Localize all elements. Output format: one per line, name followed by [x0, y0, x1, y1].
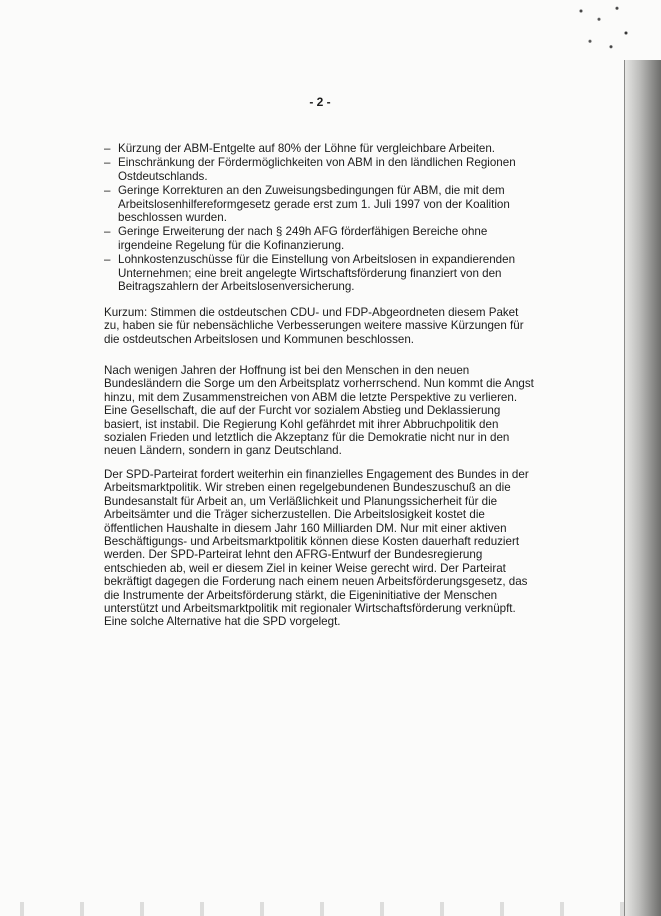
list-item: – Geringe Erweiterung der nach § 249h AFG förderfähigen Bereiche ohne irgendeine Regelung für die Kofinanzierung.: [104, 225, 488, 252]
bullet-dash: –: [104, 225, 111, 239]
list-item: – Geringe Korrekturen an den Zuweisungsbedingungen für ABM, die mit dem Arbeitslosenhilfereformgesetz gerade erst zum 1. Juli 1997 von der Koalition beschlossen wurden.: [104, 184, 510, 225]
page-number: - 2 -: [309, 95, 331, 109]
list-item: – Kürzung der ABM-Entgelte auf 80% der Löhne für vergleichbare Arbeiten.: [104, 142, 496, 155]
paragraph-hoffnung: Nach wenigen Jahren der Hoffnung ist bei den Menschen in den neuen Bundesländern die Sorge um den Arbeitsplatz vorherrschend. Nun kommt die Angst hinzu, mit dem Zusammenstreichen von ABM die letzte Perspektive zu verlieren. Eine Gesellschaft, die auf der Furcht vor sozialem Abstieg und Deklassierung basiert, ist instabil. Die Regierung Kohl gefährdet mit ihrer Abbruchpolitik den sozialen Frieden und letztlich die Akzeptanz für die Demokratie nicht nur in den neuen Ländern, sondern in ganz Deutschland.: [104, 364, 534, 458]
bullet-dash: –: [104, 142, 111, 155]
bullet-list: [104, 142, 534, 293]
bullet-dash: –: [104, 156, 111, 170]
paragraph-parteirat: Der SPD-Parteirat fordert weiterhin ein finanzielles Engagement des Bundes in der Arbeitsmarktpolitik. Wir streben einen regelgebundenen Bundeszuschuß an die Bundesanstalt für Arbeit an, um Verläßlichkeit und Planungssicherheit für die Arbeitsämter und die Träger sicherzustellen. Die Arbeitslosigkeit kostet die öffentlichen Haushalte in diesem Jahr 160 Milliarden DM. Nur mit einer aktiven Beschäftigungs- und Arbeitsmarktpolitik können diese Kosten dauerhaft reduziert werden. Der SPD-Parteirat lehnt den AFRG-Entwurf der Bundesregierung entschieden ab, weil er diesem Ziel in keiner Weise gerecht wird. Der Parteirat bekräftigt dagegen die Forderung nach einem neuen Arbeitsförderungsgesetz, das die Instrumente der Arbeitsförderung stärkt, die Eigeninitiative der Menschen unterstützt und Arbeitsmarktpolitik mit regionaler Wirtschaftsförderung verknüpft. Eine solche Alternative hat die SPD vorgelegt.: [104, 468, 529, 629]
bullet-dash: –: [104, 253, 111, 267]
paragraph-kurzum: Kurzum: Stimmen die ostdeutschen CDU- und FDP-Abgeordneten diesem Paket zu, haben sie für nebensächliche Verbesserungen weitere massive Kürzungen für die ostdeutschen Arbeitslosen und Kommunen beschlossen.: [104, 306, 524, 346]
list-item: – Einschränkung der Fördermöglichkeiten von ABM in den ländlichen Regionen Ostdeutschlands.: [104, 156, 516, 183]
scan-noise: [0, 902, 661, 916]
bullet-dash: –: [104, 184, 111, 198]
list-item: – Lohnkostenzuschüsse für die Einstellung von Arbeitslosen in expandierenden Unternehmen; eine breit angelegte Wirtschaftsförderung finanziert von den Beitragszahlern der Arbeitslosenversicherung.: [104, 253, 516, 294]
scan-speckle: [575, 0, 635, 55]
page-edge-shadow: [625, 60, 661, 916]
